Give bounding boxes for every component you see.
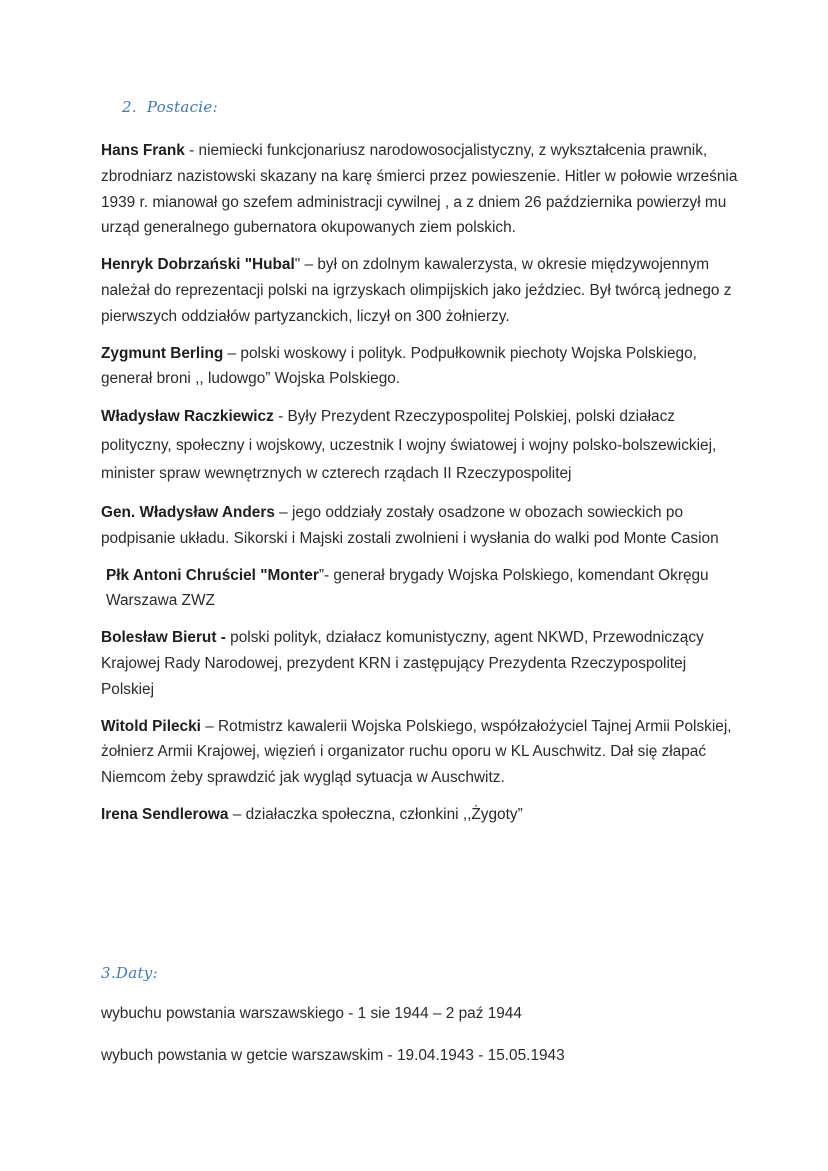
entry-boleslaw-bierut — [101, 625, 741, 702]
entry-henryk-dobrzanski — [101, 252, 741, 329]
entry-name: Zygmunt Berling — [101, 344, 224, 362]
section-heading-daty: 3.Daty: — [101, 964, 158, 982]
entry-name: Henryk Dobrzański "Hubal — [101, 256, 295, 274]
entry-name: Płk Antoni Chruściel "Monter — [106, 566, 319, 584]
entry-hans-frank — [101, 138, 741, 241]
entry-name: Bolesław Bierut - — [101, 629, 226, 647]
entry-wladyslaw-raczkiewicz — [101, 403, 741, 489]
dates-list — [101, 1001, 741, 1085]
entry-text: – polski woskowy i polityk. Podpułkownik piechoty Wojska Polskiego, generał broni ,, ludowgo” Wojska Polskiego. — [101, 344, 697, 388]
entry-name: Władysław Raczkiewicz — [101, 408, 274, 426]
entry-name: Witold Pilecki — [101, 717, 201, 735]
date-entry: wybuch powstania w getcie warszawskim - 19.04.1943 - 15.05.1943 — [101, 1047, 565, 1064]
entry-name: Gen. Władysław Anders — [101, 503, 275, 521]
entry-name: Irena Sendlerowa — [101, 805, 229, 823]
entry-text: polski polityk, działacz komunistyczny, agent NKWD, Przewodniczący Krajowej Rady Narodowej, prezydent KRN i zastępujący Prezydenta Rzeczypospolitej Polskiej — [101, 629, 704, 698]
entry-text: – Rotmistrz kawalerii Wojska Polskiego, współzałożyciel Tajnej Armii Polskiej, żołnierz Armii Krajowej, więzień i organizator ruchu oporu w KL Auschwitz. Dał się złapać Niemcom żeby sprawdzić jak wygląd sytuacja w Auschwitz. — [101, 717, 732, 787]
entry-text: - Były Prezydent Rzeczypospolitej Polskiej, polski działacz polityczny, społeczny i wojskowy, uczestnik I wojny światowej i wojny polsko-bolszewickiej, minister spraw wewnętrznych w czterech rządach II Rzeczypospolitej — [101, 408, 717, 483]
entry-text: - niemiecki funkcjonariusz narodowosocjalistyczny, z wykształcenia prawnik, zbrodniarz nazistowski skazany na karę śmierci przez powieszenie. Hitler w połowie września 1939 r. mianował go szefem administracji cywilnej , a z dniem 26 października powierzył mu urząd generalnego gubernatora okupowanych ziem polskich. — [101, 142, 738, 237]
section-number: 2. — [122, 98, 137, 116]
section-title: Postacie: — [146, 98, 218, 116]
entry-text: " – był on zdolnym kawalerzysta, w okresie międzywojennym należał do reprezentacji polski na igrzyskach olimpijskich jako jeździec. Był twórcą jednego z pierwszych oddziałów partyzanckich, liczył on 300 żołnierzy. — [101, 256, 732, 325]
entry-text: – działaczka społeczna, członkini ,,Żygoty” — [228, 805, 523, 823]
entry-wladyslaw-anders — [101, 500, 741, 552]
entry-text: – jego oddziały zostały osadzone w obozach sowieckich po podpisanie układu. Sikorski i Majski zostali zwolnieni i wysłania do walki pod Monte Casion — [101, 503, 719, 547]
entry-antoni-chrusciel — [101, 563, 741, 615]
entry-text: ”- generał brygady Wojska Polskiego, komendant Okręgu Warszawa ZWZ — [106, 566, 709, 610]
entry-zygmunt-berling — [101, 341, 741, 393]
section-heading-postacie — [122, 98, 218, 116]
date-entry: wybuchu powstania warszawskiego - 1 sie 1944 – 2 paź 1944 — [101, 1005, 522, 1022]
entries-list — [101, 138, 741, 839]
entry-witold-pilecki — [101, 714, 741, 791]
entry-irena-sendlerowa — [101, 802, 741, 828]
entry-name: Hans Frank — [101, 142, 185, 159]
